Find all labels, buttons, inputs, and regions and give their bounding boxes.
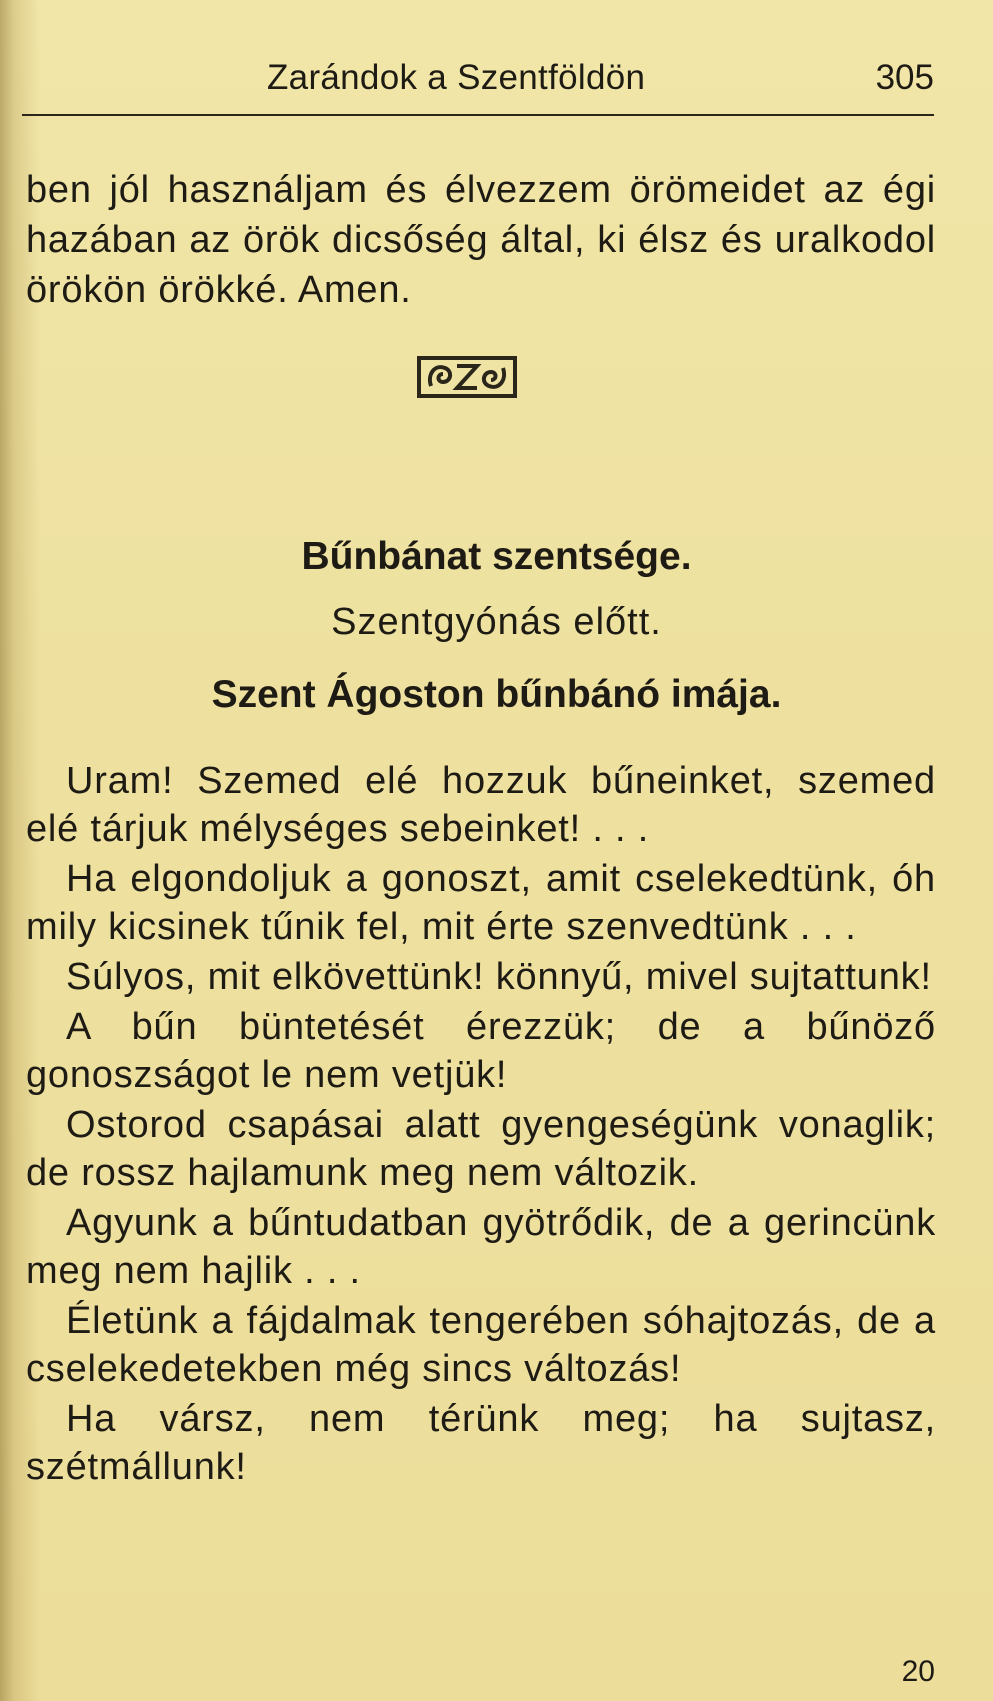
running-title: Zarándok a Szentföldön	[267, 58, 646, 97]
prayer-stanza: Uram! Szemed elé hozzuk bűneinket, szemed elé tárjuk mélységes sebeinket! . . .	[26, 760, 936, 850]
intro-paragraph-block	[26, 165, 936, 315]
prayer-stanza: Ha elgondoljuk a gonoszt, amit cselekedtünk, óh mily kicsinek tűnik fel, mit érte szenvedtünk . . .	[26, 858, 936, 948]
prayer-stanza: Ostorod csapásai alatt gyengeségünk vonaglik; de rossz hajlamunk meg nem változik.	[26, 1104, 936, 1194]
prayer-title: Szent Ágoston bűnbánó imája.	[211, 673, 782, 716]
prayer-text	[26, 757, 936, 1493]
prayer-stanza: Agyunk a bűntudatban gyötrődik, de a gerincünk meg nem hajlik . . .	[26, 1202, 936, 1292]
page-number: 305	[875, 58, 934, 97]
intro-paragraph: ben jól használjam és élvezzem örömeidet az égi hazában az örök dicsőség által, ki élsz és uralkodol örökön örökké. Amen.	[26, 169, 936, 311]
page-header	[22, 58, 934, 116]
prayer-stanza: Életünk a fájdalmak tengerében sóhajtozás, de a cselekedetekben még sincs változás!	[26, 1300, 936, 1390]
prayer-stanza: Súlyos, mit elkövettünk! könnyű, mivel sujtattunk!	[66, 956, 932, 998]
section-heading: Bűnbánat szentsége.	[301, 535, 692, 578]
decorative-ornament-icon	[417, 356, 517, 398]
signature-mark: 20	[901, 1655, 935, 1688]
prayer-stanza: A bűn büntetését érezzük; de a bűnöző gonoszságot le nem vetjük!	[26, 1006, 936, 1096]
prayer-stanza: Ha vársz, nem térünk meg; ha sujtasz, szétmállunk!	[26, 1398, 936, 1488]
section-subheading: Szentgyónás előtt.	[331, 601, 662, 643]
